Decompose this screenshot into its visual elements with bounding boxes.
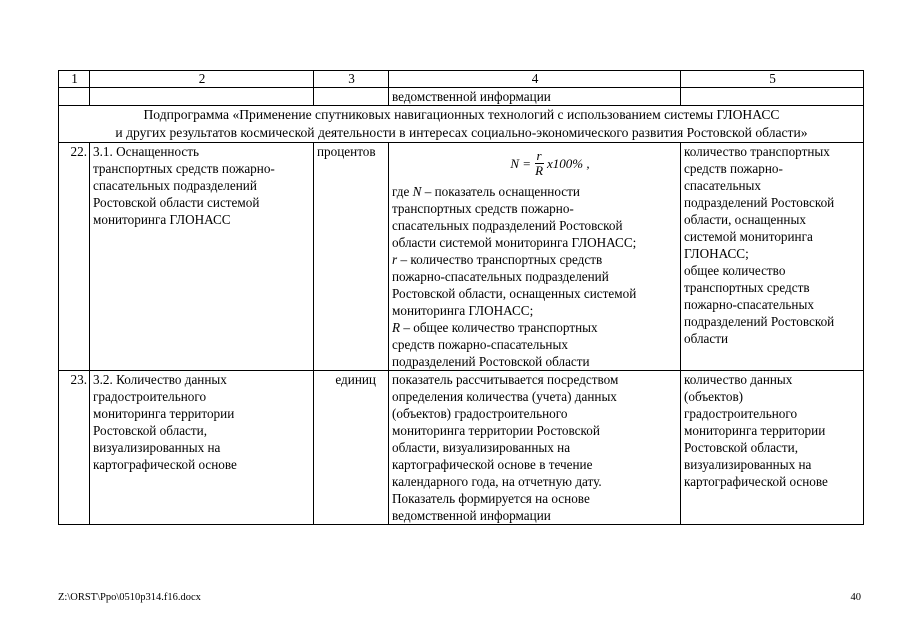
data-source: количество транспортных средств пожарно- спасательных подразделений Ростовской области, оснащенных системой мониторинга ГЛОНАСС; общее количество транспортных средств пожарно-спасательных подразделений Ростовской области xyxy=(681,143,864,371)
subprogram-title xyxy=(59,106,864,143)
subprogram-line-1: Подпрограмма «Применение спутниковых навигационных технологий с использованием системы ГЛОНАСС xyxy=(143,107,780,122)
formula: N = $\frac{r}{R}$ x100% , xyxy=(510,147,590,178)
unit: процентов xyxy=(314,143,389,371)
document-table xyxy=(58,70,864,525)
header-row xyxy=(59,71,864,88)
table-row xyxy=(59,371,864,525)
footer-file-path: Z:\ORST\Ppo\0510p314.f16.docx xyxy=(58,592,201,603)
header-col-5: 5 xyxy=(681,71,864,88)
indicator-name: 3.1. Оснащенность транспортных средств пожарно- спасательных подразделений Ростовской области системой мониторинга ГЛОНАСС xyxy=(90,143,314,371)
header-col-2: 2 xyxy=(90,71,314,88)
indicator-name: 3.2. Количество данных градостроительного мониторинга территории Ростовской области, визуализированных на картографической основе xyxy=(90,371,314,525)
calculation-method: показатель рассчитывается посредством определения количества (учета) данных (объектов) градостроительного мониторинга территории Ростовской области, визуализированных на картографической основе в течение календарного года, на отчетную дату. Показатель формируется на основе ведомственной информации xyxy=(389,371,681,525)
subprogram-row xyxy=(59,106,864,143)
formula-fraction: $\frac{r}{R}$ xyxy=(535,147,544,178)
subprogram-line-2: и других результатов космической деятельности в интересах социально-экономического развития Ростовской области» xyxy=(115,125,808,140)
row-number: 23. xyxy=(59,371,90,525)
continuation-text: ведомственной информации xyxy=(389,88,681,106)
header-col-1: 1 xyxy=(59,71,90,88)
table-row xyxy=(59,143,864,371)
header-col-3: 3 xyxy=(314,71,389,88)
header-col-4: 4 xyxy=(389,71,681,88)
continuation-row xyxy=(59,88,864,106)
unit: единиц xyxy=(314,371,389,525)
footer-page-number: 40 xyxy=(850,592,861,603)
data-source: количество данных (объектов) градостроительного мониторинга территории Ростовской области, визуализированных на картографической основе xyxy=(681,371,864,525)
calculation-method: N = $\frac{r}{R}$ x100% , где N – показатель оснащенности транспортных средств пожарно- спасательных подразделений Ростовской области системой мониторинга ГЛОНАСС; r – количество транспортных средств пожарно-спасательных подразделений Ростовской области, оснащенных системой мониторинга ГЛОНАСС; R – общее количество транспортных средств пожарно-спасательных подразделений Ростовской области xyxy=(389,143,681,371)
row-number: 22. xyxy=(59,143,90,371)
